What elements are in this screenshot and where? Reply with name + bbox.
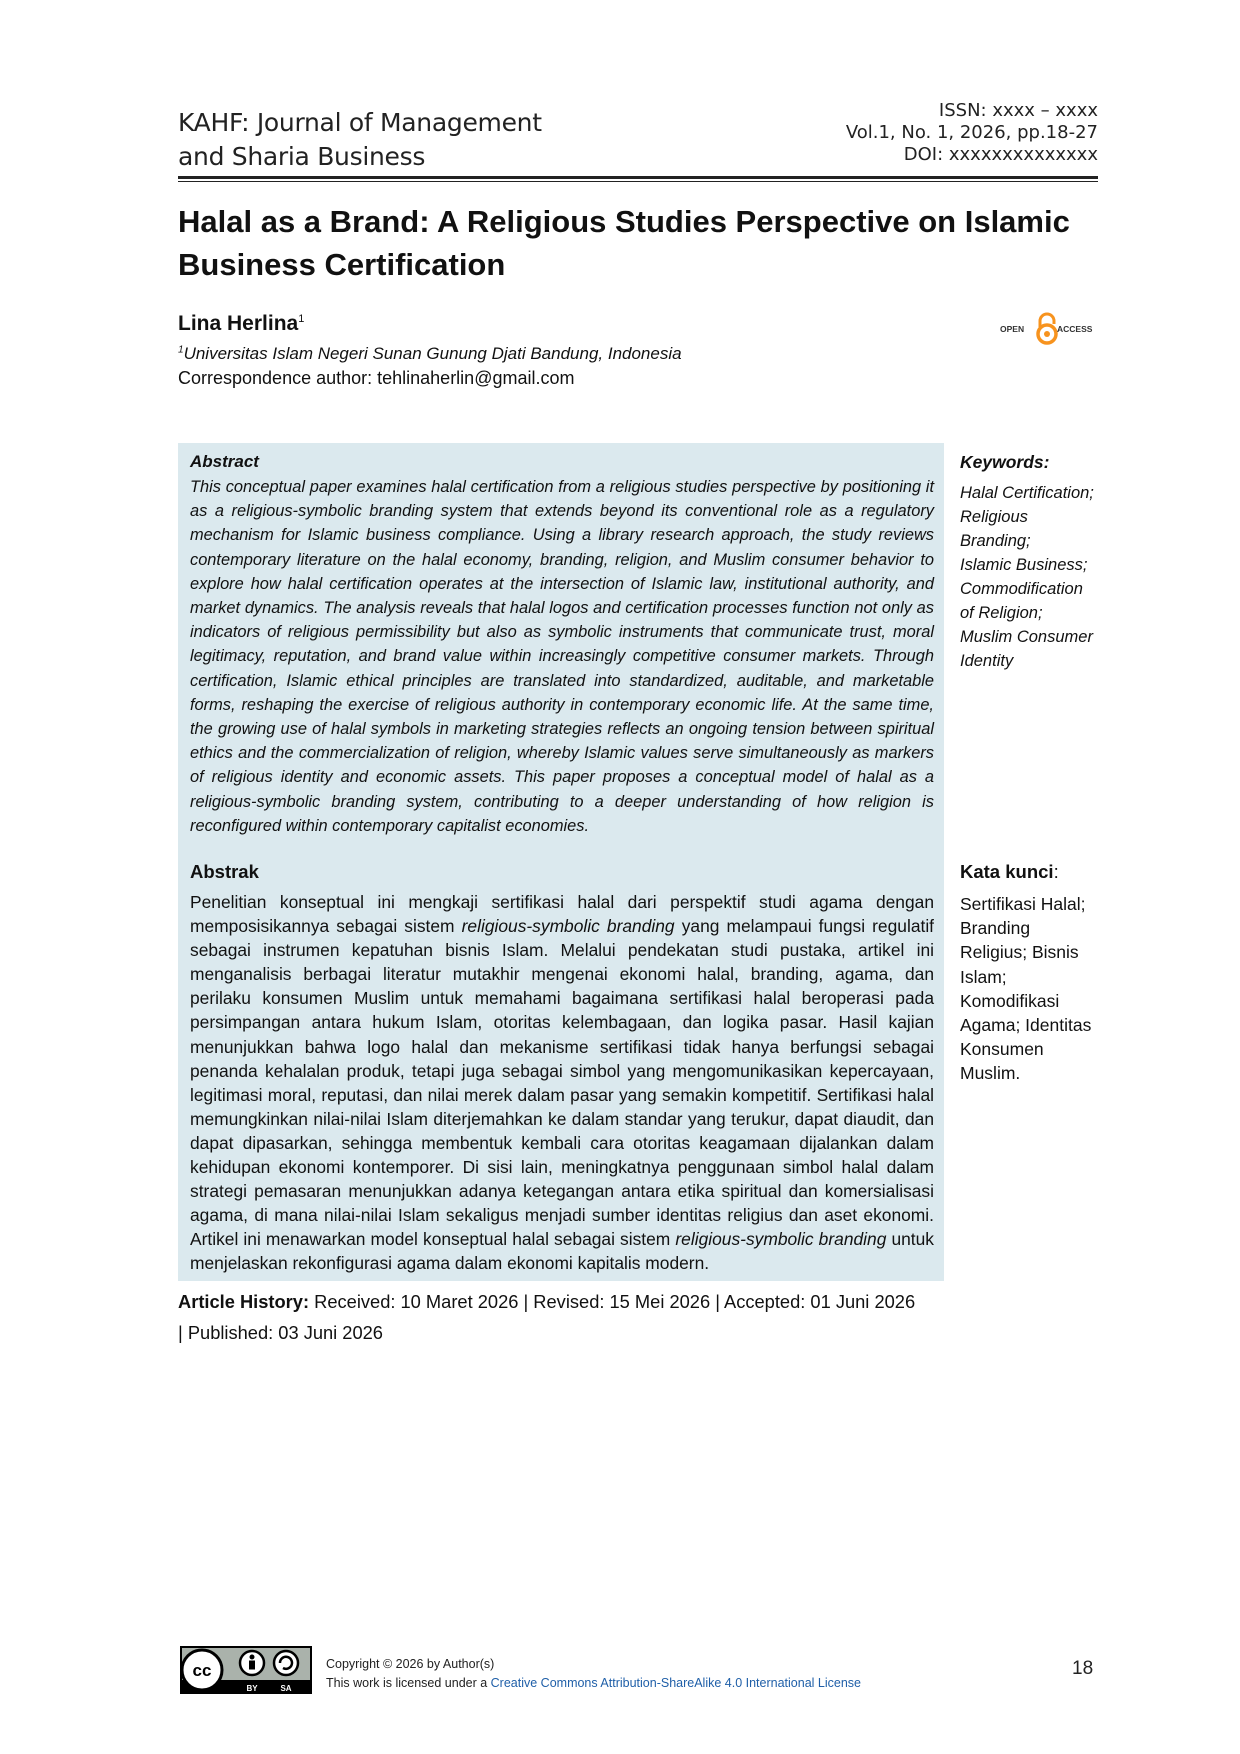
affiliation-marker: 1 <box>178 344 184 356</box>
keyword-line: Islamic Business; <box>960 556 1088 574</box>
open-lock-dot <box>1044 331 1050 337</box>
abstrak-text-part1: Penelitian konseptual ini mengkaji sertifikasi halal dari perspektif studi agama dengan memposisikannya sebagai sistem <box>190 892 934 937</box>
kata-kunci-line: Komodifikasi <box>960 990 1060 1011</box>
issn: ISSN: xxxx – xxxx <box>938 100 1098 121</box>
kata-kunci-line: Agama; Identitas <box>960 1015 1092 1036</box>
abstract-text: This conceptual paper examines halal certification from a religious studies perspective by positioning it as a religious-symbolic branding system that extends beyond its conventional role as a regulatory mechanism for Islamic business compliance. Using a library research approach, the study reviews contemporary literature on the halal economy, branding, religion, and Muslim consumer behavior to explore how halal certification operates at the intersection of Islamic law, institutional authority, and market dynamics. The analysis reveals that halal logos and certification processes function not only as indicators of religious permissibility but also as symbolic instruments that communicate trust, moral legitimacy, reputation, and brand value within increasingly competitive consumer markets. Through certification, Islamic ethical principles are translated into standardized, auditable, and marketable forms, reshaping the exercise of religious authority in contemporary economic life. At the same time, the growing use of halal symbols in marketing strategies reflects an ongoing tension between spiritual ethics and the commercialization of religion, whereby Islamic values serve simultaneously as markers of religious identity and economic assets. This paper proposes a conceptual model of halal as a religious-symbolic branding system, contributing to a deeper understanding of how religion is reconfigured within contemporary capitalist economies. <box>190 478 934 835</box>
paper-title: Halal as a Brand: A Religious Studies Perspective on Islamic Business Certification <box>178 204 1070 282</box>
article-history-line2: | Published: 03 Juni 2026 <box>178 1322 383 1343</box>
kata-kunci-heading <box>960 861 1059 883</box>
keyword-line: Identity <box>960 652 1014 670</box>
keyword-line: of Religion; <box>960 604 1043 622</box>
open-access-left-text: OPEN <box>1000 324 1025 334</box>
open-access-right-text: ACCESS <box>1057 324 1093 334</box>
keyword-line: Halal Certification; <box>960 484 1094 502</box>
abstrak-text <box>190 890 934 1276</box>
cc-by-sa-badge-icon[interactable] <box>180 1646 312 1694</box>
copyright-notice: Copyright © 2026 by Author(s) <box>326 1657 495 1671</box>
doi: DOI: xxxxxxxxxxxxxx <box>903 144 1098 165</box>
kata-kunci-line: Branding <box>960 918 1031 939</box>
cc-label: cc <box>192 1661 212 1680</box>
author-superscript: 1 <box>298 313 305 325</box>
kata-kunci-line: Muslim. <box>960 1063 1021 1084</box>
abstrak-text-part2: yang melampaui fungsi regulatif sebagai instrumen kepatuhan bisnis Islam. Melalui pendekatan studi pustaka, artikel ini menganalisis berbagai literatur mutakhir mengenai ekonomi halal, branding, agama, dan perilaku konsumen Muslim untuk memahami bagaimana sertifikasi halal beroperasi pada persimpangan antara hukum Islam, otoritas kelembagaan, dan logika pasar. Hasil kajian menunjukkan bahwa logo halal dan mekanisme sertifikasi tidak hanya berfungsi sebagai penanda kehalalan produk, tetapi juga sebagai simbol yang mengomunikasikan kepercayaan, legitimasi moral, reputasi, dan nilai merek dalam pasar yang semakin kompetitif. Sertifikasi halal memungkinkan nilai-nilai Islam diterjemahkan ke dalam standar yang terukur, dapat diaudit, dan dapat dipasarkan, sehingga membentuk kembali cara otoritas keagamaan dijalankan dalam kehidupan ekonomi kontemporer. Di sisi lain, meningkatnya penggunaan simbol halal dalam strategi pemasaran menunjukkan adanya ketegangan antara etika spiritual dan komersialisasi agama, di mana nilai-nilai Islam sekaligus menjadi sumber identitas religius dan aset ekonomi. Artikel ini menawarkan model konseptual halal sebagai sistem <box>190 916 935 1250</box>
journal-name <box>178 106 598 174</box>
article-history-line1 <box>178 1286 938 1317</box>
keywords-list <box>960 481 1100 673</box>
journal-name-line2: and Sharia Business <box>178 142 426 171</box>
abstrak-text-part3: untuk menjelaskan rekonfigurasi agama dalam ekonomi kapitalis modern. <box>190 1229 935 1274</box>
affiliation-text: Universitas Islam Negeri Sunan Gunung Djati Bandung, Indonesia <box>183 344 682 363</box>
keyword-line: Muslim Consumer <box>960 628 1093 646</box>
header-divider <box>178 176 1098 179</box>
kata-kunci-line: Konsumen <box>960 1039 1044 1060</box>
author-name-text: Lina Herlina <box>178 312 299 335</box>
kata-kunci-colon: : <box>1053 861 1059 882</box>
abstrak-italic-term: religious-symbolic branding <box>461 916 675 937</box>
open-access-icon <box>1000 310 1098 346</box>
correspondence-author: Correspondence author: tehlinaherlin@gmail.com <box>178 368 575 388</box>
by-label: BY <box>246 1684 258 1693</box>
kata-kunci-line: Religius; Bisnis <box>960 942 1079 963</box>
kata-kunci-list <box>960 892 1100 1086</box>
journal-meta <box>846 100 1098 166</box>
keyword-line: Commodification <box>960 580 1083 598</box>
sa-label: SA <box>280 1684 292 1693</box>
affiliation <box>178 344 682 364</box>
header-divider-thin <box>178 181 1098 182</box>
kata-kunci-line: Sertifikasi Halal; <box>960 894 1086 914</box>
journal-name-line1: KAHF: Journal of Management <box>178 108 542 137</box>
sa-share-icon <box>274 1651 298 1675</box>
by-person-head <box>250 1655 255 1660</box>
keywords-heading: Keywords: <box>960 452 1050 472</box>
keyword-line: Religious Branding; <box>960 508 1031 550</box>
by-person-body <box>249 1661 255 1670</box>
license-prefix: This work is licensed under a <box>326 1676 491 1690</box>
page-number: 18 <box>1072 1658 1094 1679</box>
article-history-label: Article History: <box>178 1291 310 1312</box>
abstrak-heading: Abstrak <box>190 861 259 882</box>
abstrak-italic-term: religious-symbolic branding <box>675 1229 887 1250</box>
article-history-dates: Received: 10 Maret 2026 | Revised: 15 Mei 2026 | Accepted: 01 Juni 2026 <box>309 1291 916 1312</box>
license-line <box>326 1676 861 1690</box>
author-name <box>178 312 304 336</box>
kata-kunci-line: Islam; <box>960 966 1007 987</box>
kata-kunci-label: Kata kunci <box>960 861 1054 882</box>
volume-info: Vol.1, No. 1, 2026, pp.18-27 <box>845 122 1098 143</box>
license-link[interactable]: Creative Commons Attribution-ShareAlike 4.0 International License <box>490 1676 861 1690</box>
abstract-heading: Abstract <box>190 452 259 471</box>
article-history <box>178 1286 938 1348</box>
